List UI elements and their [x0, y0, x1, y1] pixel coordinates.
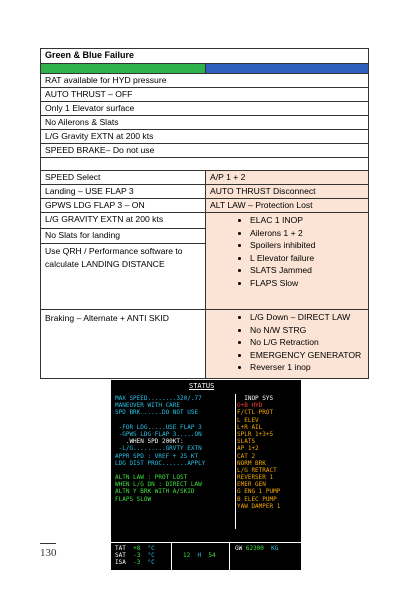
- gw-label: GW: [235, 545, 243, 552]
- ecam-line: ALTN LAW : PROT LOST: [115, 474, 188, 482]
- ecam-line: G+B HYD: [237, 402, 263, 410]
- table-row: L/G Gravity EXTN at 200 kts: [41, 130, 369, 144]
- ecam-inop-sys: [237, 395, 299, 510]
- ecam-line: L ELEV: [237, 416, 259, 424]
- ecam-gross-weight: [235, 545, 278, 552]
- ecam-line: MANEUVER WITH CARE: [115, 402, 181, 410]
- clock-minutes: 54: [208, 552, 216, 559]
- ecam-line: MAX SPEED........320/.77: [115, 395, 202, 402]
- list-item: • FLAPS Slow: [250, 277, 364, 290]
- table-row: RAT available for HYD pressure: [41, 74, 369, 88]
- table-title: Green & Blue Failure: [41, 49, 369, 64]
- table-cell: SPEED Select: [41, 171, 206, 185]
- effects-list: [210, 214, 364, 289]
- ecam-temps: [115, 545, 155, 567]
- ecam-line: -GPWS LDG FLAP 3.....ON: [115, 430, 202, 438]
- ecam-line: G ENG 1 PUMP: [237, 488, 281, 496]
- ecam-line: APPR SPD : VREF + 25 KT: [115, 452, 199, 460]
- list-item: • No N/W STRG: [250, 324, 364, 337]
- ecam-line: NORM BRK: [237, 459, 266, 467]
- ecam-line: SLATS: [237, 438, 256, 446]
- page-number: 130: [40, 547, 57, 559]
- ecam-line: LDG DIST PROC.......APPLY: [115, 459, 206, 467]
- blue-system-bar: [206, 64, 369, 74]
- table-cell: GPWS LDG FLAP 3 – ON: [41, 199, 206, 213]
- ecam-line: [115, 417, 237, 424]
- ecam-line: SPLR 1+3+5: [237, 430, 274, 438]
- ecam-clock: [183, 552, 216, 559]
- ecam-bottom-strip: [111, 542, 301, 571]
- tat-label: TAT: [115, 545, 126, 552]
- ecam-line: REVERSER 1: [237, 474, 274, 482]
- table-row: Only 1 Elevator surface: [41, 102, 369, 116]
- table-cell: AUTO THRUST Disconnect: [206, 185, 369, 199]
- effects-list: [210, 311, 364, 374]
- effects-list-cell: [206, 213, 369, 310]
- tat-value: +8: [133, 545, 141, 552]
- ecam-line: INOP SYS: [237, 395, 274, 402]
- table-cell: No Slats for landing: [41, 228, 206, 244]
- ecam-line: B ELEC PUMP: [237, 495, 277, 503]
- ecam-line: -L/G.........GRVTY EXTN: [115, 445, 202, 453]
- ecam-line: WHEN L/G DN : DIRECT LAW: [115, 481, 202, 489]
- ecam-line: .WHEN SPD 200KT:: [115, 438, 184, 446]
- list-item: • Reverser 1 inop: [250, 361, 364, 374]
- list-item: • L/G Down – DIRECT LAW: [250, 311, 364, 324]
- isa-label: ISA: [115, 559, 126, 567]
- ecam-line: L+R AIL: [237, 423, 263, 431]
- table-cell: Braking – Alternate + ANTI SKID: [41, 310, 206, 379]
- ecam-status-display: [111, 380, 301, 570]
- ecam-line: F/CTL PROT: [237, 409, 274, 417]
- ecam-line: EMER GEN: [237, 481, 266, 489]
- table-row: No Ailerons & Slats: [41, 116, 369, 130]
- green-system-bar: [41, 64, 206, 74]
- ecam-line: L/G RETRACT: [237, 466, 277, 474]
- ecam-line: ALTN Y BRK WITH A/SKID: [115, 488, 195, 496]
- page-number-rule: [40, 543, 56, 544]
- list-item: • L Elevator failure: [250, 252, 364, 265]
- ecam-line: FLAPS SLOW: [115, 495, 152, 503]
- ecam-line: [115, 467, 237, 474]
- list-item: • Spoilers inhibited: [250, 239, 364, 252]
- isa-value: -3: [133, 559, 141, 567]
- sat-label: SAT: [115, 552, 126, 560]
- list-item: • ELAC 1 INOP: [250, 214, 364, 227]
- list-item: • EMERGENCY GENERATOR: [250, 349, 364, 362]
- tat-unit: °C: [147, 545, 155, 552]
- clock-hours: 12: [183, 552, 191, 559]
- sat-unit: °C: [147, 552, 155, 560]
- sat-value: -3: [133, 552, 141, 560]
- ecam-title: STATUS: [189, 382, 215, 390]
- table-cell: Landing – USE FLAP 3: [41, 185, 206, 199]
- ecam-line: -FOR LDG.....USE FLAP 3: [115, 423, 202, 431]
- table-cell: L/G GRAVITY EXTN at 200 kts: [41, 213, 206, 229]
- gw-value: 62300: [245, 545, 264, 552]
- table-cell: A/P 1 + 2: [206, 171, 369, 185]
- table-row: SPEED BRAKE– Do not use: [41, 144, 369, 158]
- ecam-line: SPD BRK......DO NOT USE: [115, 409, 199, 417]
- ecam-line: AP 1+2: [237, 445, 259, 453]
- ecam-line: CAT 2: [237, 452, 256, 460]
- table-cell: ALT LAW – Protection Lost: [206, 199, 369, 213]
- clock-separator: H: [197, 552, 202, 559]
- blank-row: [41, 158, 369, 171]
- isa-unit: °C: [147, 559, 155, 567]
- ecam-bottom-divider: [229, 543, 230, 571]
- ecam-status-left: [115, 395, 237, 503]
- table-row: AUTO THRUST – OFF: [41, 88, 369, 102]
- failure-table: [40, 48, 369, 379]
- list-item: • Ailerons 1 + 2: [250, 227, 364, 240]
- ecam-bottom-divider: [171, 543, 172, 571]
- gw-unit: KG: [271, 545, 279, 552]
- effects-list-cell: [206, 310, 369, 379]
- ecam-divider: [235, 394, 236, 529]
- list-item: • SLATS Jammed: [250, 264, 364, 277]
- ecam-line: YAW DAMPER 1: [237, 502, 281, 510]
- table-cell: Use QRH / Performance software to calculate LANDING DISTANCE: [41, 244, 206, 310]
- list-item: • No L/G Retraction: [250, 336, 364, 349]
